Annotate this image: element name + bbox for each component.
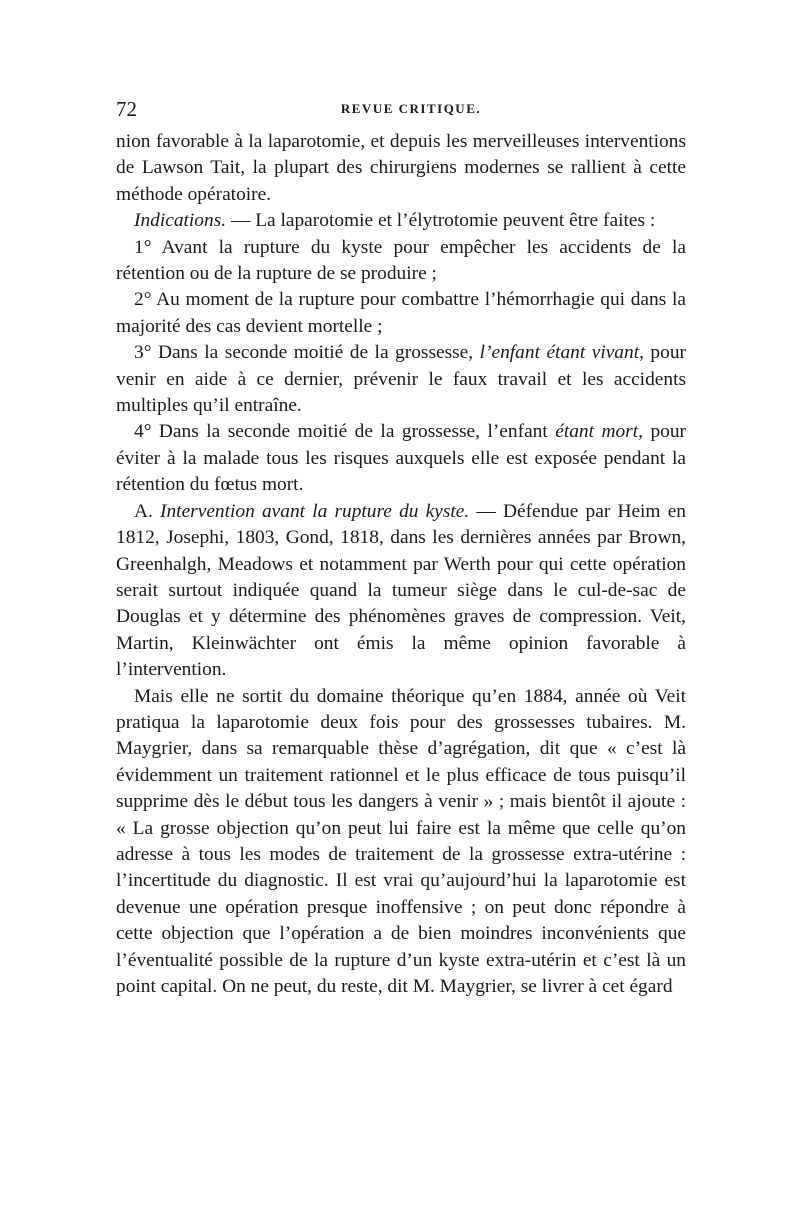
text-segment: 4° Dans la seconde moitié de la grossesse, l’enfant xyxy=(134,421,556,443)
text-segment: — La laparotomie et l’élytrotomie peuvent être faites : xyxy=(226,210,656,232)
italic-phrase: étant mort xyxy=(555,421,639,443)
running-title: REVUE CRITIQUE. xyxy=(340,101,482,116)
text-segment: 1° Avant la rupture du kyste pour empêcher les accidents de la rétention ou de la rupture de se produire ; xyxy=(116,236,686,285)
paragraph-item-3 xyxy=(116,340,686,419)
italic-phrase: l’enfant étant vivant xyxy=(479,342,640,364)
text-segment: — Défendue par Heim en 1812, Josephi, 1803, Gond, 1818, dans les dernières années par Brown, Greenhalgh, Meadows et notamment par Werth pour qui cette opération serait surtout indiquée quand la tumeur siège dans le cul-de-sac de Douglas et y détermine des phénomènes graves de compression. Veit, Martin, Kleinwächter ont émis la même opinion favorable à l’intervention. xyxy=(116,500,686,681)
page-number: 72 xyxy=(116,97,137,121)
text-segment: Mais elle ne sortit du domaine théorique qu’en 1884, année où Veit pratiqua la laparotomie deux fois pour des grossesses tubaires. M. Maygrier, dans sa remarquable thèse d’agrégation, dit que « c’est là évidemment un traitement rationnel et le plus efficace de tous puisqu’il supprime dès le début tous les dangers à venir » ; mais bientôt il ajoute : « La grosse objection qu’on peut lui faire est la même que celle qu’on adresse à tous les modes de traitement de la grossesse extra-utérine : l’incertitude du diagnostic. Il est vrai qu’aujourd’hui la laparotomie est devenue une opération presque inoffensive ; on peut donc répondre à cette objection que l’opération a de bien moindres inconvénients que l’éventualité possible de la rupture d’un kyste extra-utérin et c’est là un point capital. On ne peut, du reste, dit M. Maygrier, se livrer à cet égard xyxy=(116,685,686,997)
text-segment: , pour éviter à la malade tous les risques auxquels elle est exposée pendant la rétention du fœtus mort. xyxy=(116,421,686,496)
paragraph-item-2 xyxy=(116,287,686,340)
book-page xyxy=(116,96,686,1000)
italic-heading: Intervention avant la rupture du kyste. xyxy=(160,500,470,522)
paragraph-history xyxy=(116,684,686,1001)
paragraph-item-4 xyxy=(116,419,686,498)
paragraph-continuation xyxy=(116,129,686,208)
italic-heading: Indications. xyxy=(134,210,227,232)
text-segment: , pour venir en aide à ce dernier, prévenir le faux travail et les accidents multiples qu’il entraîne. xyxy=(116,342,686,417)
text-segment: 3° Dans la seconde moitié de la grossesse, xyxy=(134,342,480,364)
paragraph-section-a xyxy=(116,499,686,684)
paragraph-item-1 xyxy=(116,235,686,288)
paragraph-indications xyxy=(116,208,686,234)
page-header xyxy=(116,96,686,122)
text-segment: 2° Au moment de la rupture pour combattre l’hémorrhagie qui dans la majorité des cas devient mortelle ; xyxy=(116,289,686,337)
body-text xyxy=(116,129,686,1000)
text-segment: A. xyxy=(134,500,161,522)
text-segment: nion favorable à la laparotomie, et depuis les merveilleuses interventions de Lawson Tait, la plupart des chirurgiens modernes se rallient à cette méthode opératoire. xyxy=(116,131,686,205)
